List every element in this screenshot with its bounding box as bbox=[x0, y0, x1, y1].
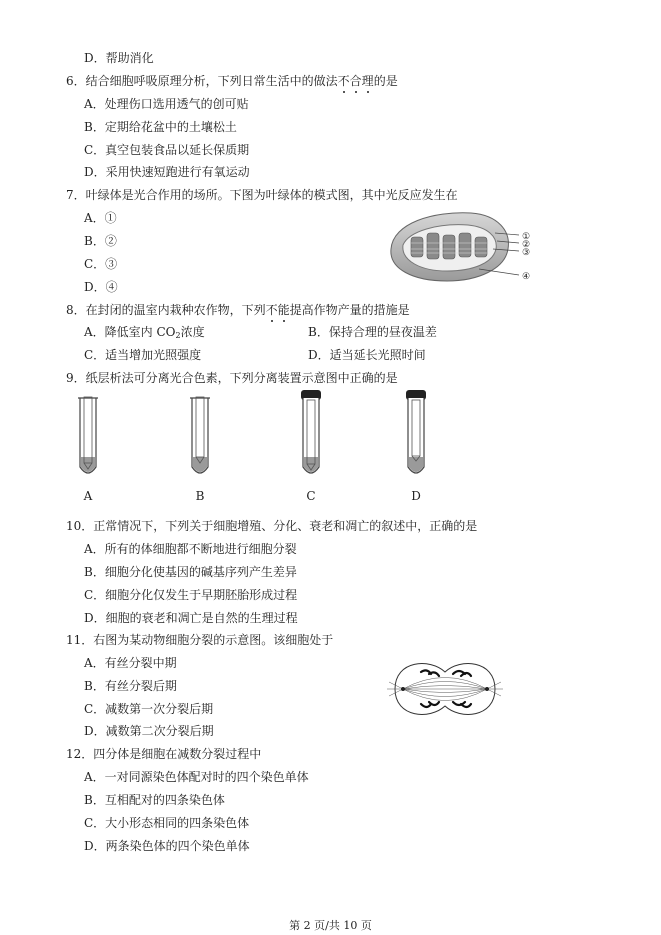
q10-option-d: D．细胞的衰老和凋亡是自然的生理过程 bbox=[84, 611, 298, 625]
tube-label-c: C bbox=[306, 489, 316, 503]
tube-label-b: B bbox=[195, 489, 205, 503]
q8-option-b: B．保持合理的昼夜温差 bbox=[308, 325, 437, 339]
label-3: ③ bbox=[522, 248, 531, 258]
q10-option-c: C．细胞分化仅发生于早期胚胎形成过程 bbox=[84, 588, 298, 602]
q11-option-a: A．有丝分裂中期 bbox=[84, 656, 177, 670]
q12-option-b: B．互相配对的四条染色体 bbox=[84, 793, 225, 807]
label-1: ① bbox=[522, 232, 531, 242]
q11-option-d: D．减数第二次分裂后期 bbox=[84, 724, 214, 738]
q8-stem: 8．在封闭的温室内栽种农作物，下列不能提高作物产量的措施是 bbox=[66, 303, 410, 317]
tube-d-figure bbox=[401, 388, 431, 481]
q8-option-d: D．适当延长光照时间 bbox=[308, 348, 426, 362]
q11-option-c: C．减数第一次分裂后期 bbox=[84, 702, 214, 716]
q7-option-d: D．④ bbox=[84, 280, 118, 294]
q12-option-c: C．大小形态相同的四条染色体 bbox=[84, 816, 250, 830]
label-4: ④ bbox=[522, 272, 531, 282]
q10-option-b: B．细胞分化使基因的碱基序列产生差异 bbox=[84, 565, 297, 579]
q7-option-c: C．③ bbox=[84, 257, 118, 271]
q6-option-c: C．真空包装食品以延长保质期 bbox=[84, 143, 250, 157]
tube-b-figure bbox=[186, 393, 214, 481]
tube-label-d: D bbox=[411, 489, 421, 503]
q12-option-a: A．一对同源染色体配对时的四个染色单体 bbox=[84, 770, 309, 784]
q6-option-d: D．采用快速短跑进行有氧运动 bbox=[84, 165, 250, 179]
q7-option-a: A．① bbox=[84, 211, 117, 225]
q9-stem: 9．纸层析法可分离光合色素，下列分离装置示意图中正确的是 bbox=[66, 371, 398, 385]
q11-stem: 11．右图为某动物细胞分裂的示意图。该细胞处于 bbox=[66, 633, 334, 647]
page-footer: 第 2 页/共 10 页 bbox=[289, 919, 372, 932]
chloroplast-labels bbox=[522, 232, 530, 282]
q11-option-b: B．有丝分裂后期 bbox=[84, 679, 177, 693]
q8-emphasis-char: 能 bbox=[277, 303, 290, 317]
q6-option-a: A．处理伤口选用透气的创可贴 bbox=[84, 97, 249, 111]
tube-a-figure bbox=[74, 393, 102, 481]
q7-stem: 7．叶绿体是光合作用的场所。下图为叶绿体的模式图，其中光反应发生在 bbox=[66, 188, 458, 202]
q10-stem: 10．正常情况下，下列关于细胞增殖、分化、衰老和凋亡的叙述中，正确的是 bbox=[66, 519, 478, 533]
q6-emphasis-char: 不 bbox=[337, 74, 350, 88]
q12-stem: 12．四分体是细胞在减数分裂过程中 bbox=[66, 747, 262, 761]
q5-option-d: D．帮助消化 bbox=[84, 51, 154, 65]
cell-division-diagram bbox=[375, 652, 515, 726]
tube-c-figure bbox=[296, 388, 326, 481]
q6-emphasis-char: 理 bbox=[361, 74, 374, 88]
q12-option-d: D．两条染色体的四个染色单体 bbox=[84, 839, 250, 853]
q7-option-b: B．② bbox=[84, 234, 117, 248]
q6-option-b: B．定期给花盆中的土壤松土 bbox=[84, 120, 237, 134]
chloroplast-diagram bbox=[383, 205, 543, 285]
q8-option-a: A．降低室内 $CO_2$浓度 bbox=[84, 325, 205, 340]
q10-option-a: A．所有的体细胞都不断地进行细胞分裂 bbox=[84, 542, 297, 556]
tube-label-a: A bbox=[83, 489, 93, 503]
q8-option-c: C．适当增加光照强度 bbox=[84, 348, 202, 362]
q6-emphasis-char: 合 bbox=[349, 74, 362, 88]
q6-stem: 6．结合细胞呼吸原理分析，下列日常生活中的做法不合理的是 bbox=[66, 74, 398, 88]
q8-emphasis-char: 不 bbox=[265, 303, 278, 317]
label-2: ② bbox=[522, 240, 531, 250]
